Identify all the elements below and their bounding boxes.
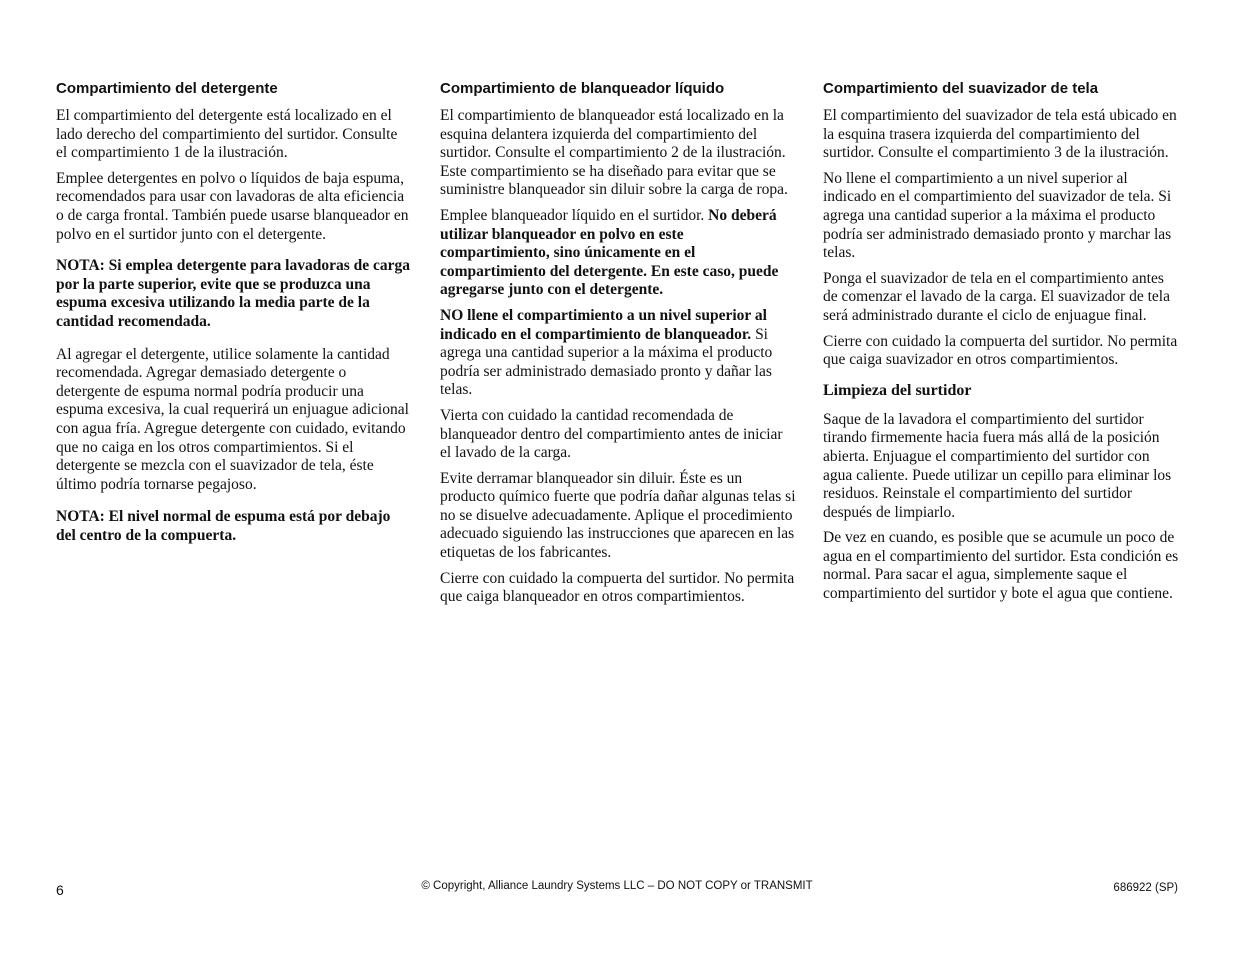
bleach-paragraph-4: Vierta con cuidado la cantidad recomendada de blanqueador dentro del compartimiento antes de iniciar el lavado de la carga.	[440, 406, 783, 462]
softener-heading: Compartimiento del suavizador de tela	[823, 80, 1099, 97]
copyright-notice: © Copyright, Alliance Laundry Systems LLC – DO NOT COPY or TRANSMIT	[421, 880, 813, 892]
detergent-paragraph-2: Emplee detergentes en polvo o líquidos de baja espuma, recomendados para usar con lavadoras de alta eficiencia o de carga frontal. También puede usarse blanqueador en polvo en el surtidor junto con el detergente.	[56, 169, 409, 243]
bleach-paragraph-3	[440, 307, 796, 400]
page-footer	[56, 880, 1178, 900]
softener-paragraph-4: Cierre con cuidado la compuerta del surtidor. No permita que caiga suavizador en otros compartimientos.	[823, 332, 1178, 369]
detergent-note-2: NOTA: El nivel normal de espuma está por debajo del centro de la compuerta.	[56, 508, 391, 544]
detergent-paragraph-3: Al agregar el detergente, utilice solamente la cantidad recomendada. Agregar demasiado detergente o detergente de espuma normal podría producir una espuma excesiva, la cual requerirá un enjuague adicional con agua fría. Agregue detergente con cuidado, evitando que no caiga en los otros compartimientos. Si el detergente se mezcla con el suavizador de tela, éste último podría tornarse pegajoso.	[56, 345, 409, 493]
column-bleach	[440, 80, 796, 614]
column-detergent	[56, 80, 412, 559]
bleach-paragraph-2	[440, 207, 796, 300]
cleaning-subheading: Limpieza del surtidor	[823, 381, 972, 399]
document-code: 686922 (SP)	[1113, 882, 1178, 894]
softener-paragraph-1: El compartimiento del suavizador de tela está ubicado en la esquina trasera izquierda del compartimiento del surtidor. Consulte el compartimiento 3 de la ilustración.	[823, 107, 1177, 162]
column-softener	[823, 80, 1179, 611]
detergent-heading: Compartimiento del detergente	[56, 80, 278, 97]
bleach-paragraph-5: Evite derramar blanqueador sin diluir. Éste es un producto químico fuerte que podría dañar algunas telas si no se disuelve adecuadamente. Aplique el procedimiento adecuado siguiendo las instrucciones que aparecen en las etiquetas de los fabricantes.	[440, 469, 796, 562]
bleach-paragraph-3-text: Si agrega una cantidad superior a la máxima el producto podría ser administrado demasiado pronto y dañar las telas.	[440, 325, 773, 399]
detergent-note-1: NOTA: Si emplea detergente para lavadoras de carga por la parte superior, evite que se produzca una espuma excesiva utilizando la media parte de la cantidad recomendada.	[56, 257, 411, 330]
bleach-paragraph-2-bold: No deberá utilizar blanqueador en polvo en este compartimiento, sino únicamente en el compartimiento del detergente. En este caso, puede agregarse junto con el detergente.	[440, 206, 779, 299]
softener-paragraph-2: No llene el compartimiento a un nivel superior al indicado en el compartimiento del suavizador de tela. Si agrega una cantidad superior a la máxima el producto podría ser administrado demasiado pronto y marchar las telas.	[823, 169, 1172, 262]
bleach-paragraph-3-bold: NO llene el compartimiento a un nivel superior al indicado en el compartimiento de blanqueador.	[440, 306, 767, 343]
detergent-paragraph-1: El compartimiento del detergente está localizado en el lado derecho del compartimiento del surtidor. Consulte el compartimiento 1 de la ilustración.	[56, 107, 398, 162]
bleach-paragraph-6: Cierre con cuidado la compuerta del surtidor. No permita que caiga blanqueador en otros compartimientos.	[440, 569, 795, 606]
bleach-heading: Compartimiento de blanqueador líquido	[440, 80, 725, 97]
softener-paragraph-3: Ponga el suavizador de tela en el compartimiento antes de comenzar el lavado de la carga. El suavizador de tela será administrado durante el ciclo de enjuague final.	[823, 269, 1170, 324]
bleach-paragraph-2-text: Emplee blanqueador líquido en el surtidor.	[440, 206, 709, 224]
cleaning-paragraph-2: De vez en cuando, es posible que se acumule un poco de agua en el compartimiento del surtidor. Esta condición es normal. Para sacar el agua, simplemente saque el compartimiento del surtidor y bote el agua que contiene.	[823, 529, 1179, 603]
page-number: 6	[56, 882, 64, 898]
bleach-paragraph-1: El compartimiento de blanqueador está localizado en la esquina delantera izquierda del compartimiento del surtidor. Consulte el compartimiento 2 de la ilustración. Este compartimiento se ha diseñado para evitar que se suministre blanqueador sin diluir sobre la carga de ropa.	[440, 107, 788, 199]
cleaning-paragraph-1: Saque de la lavadora el compartimiento del surtidor tirando firmemente hacia fuera más allá de la posición abierta. Enjuague el compartimiento del surtidor con agua caliente. Puede utilizar un cepillo para eliminar los residuos. Reinstale el compartimiento del surtidor después de limpiarlo.	[823, 410, 1172, 521]
